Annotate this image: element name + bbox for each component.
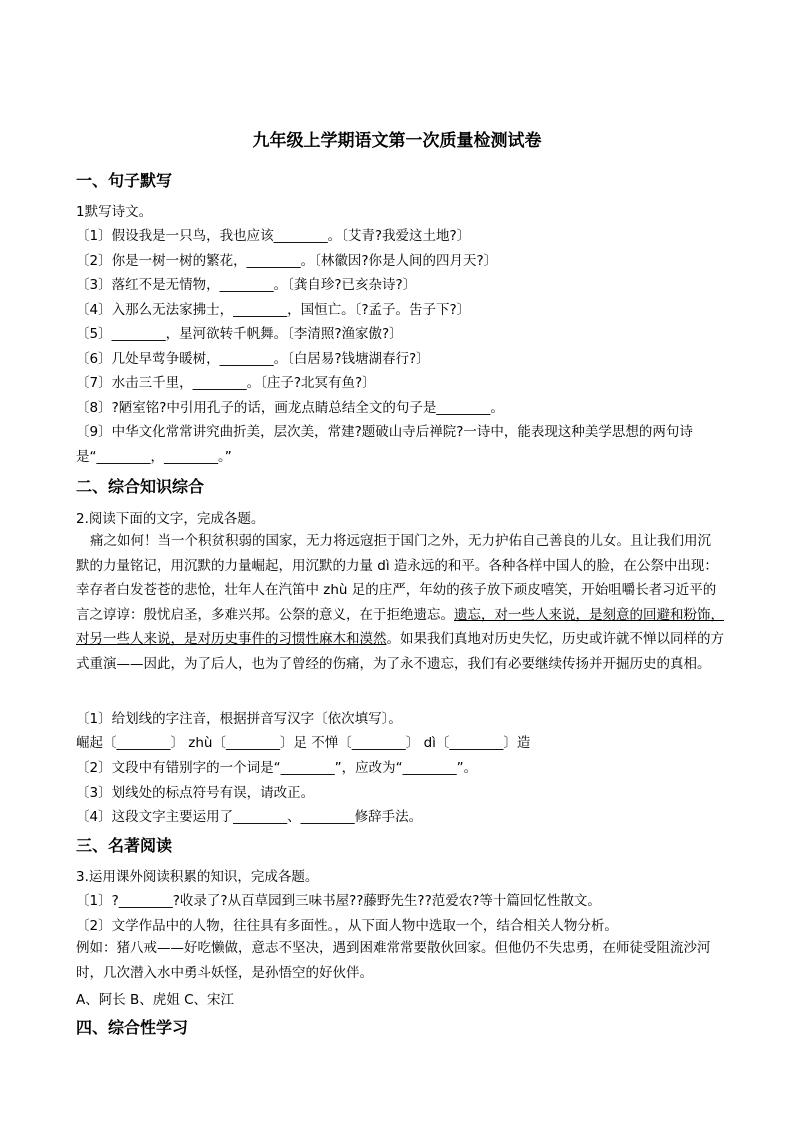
question-2-item: 〔1〕给划线的字注音，根据拼音写汉字〔依次填写〕。 xyxy=(76,711,402,727)
question-1-item: 〔8〕?陋室铭?中引用孔子的话，画龙点睛总结全文的句子是________。 xyxy=(76,400,504,416)
question-3-options: A、阿长 B、虎姐 C、宋江 xyxy=(76,992,235,1008)
question-3-example: 例如：猪八戒——好吃懒做，意志不坚决，遇到困难常常要散伙回家。但他仍不失忠勇，在师徒受阻流沙河时，几次潜入水中勇斗妖怪，是孙悟空的好伙伴。 xyxy=(76,940,711,981)
section-heading-1: 一、句子默写 xyxy=(76,171,173,190)
question-1-item: 〔2〕你是一树一树的繁花，________。〔林徽因?你是人间的四月天?〕 xyxy=(76,253,498,269)
question-1-item: 是“________，________。” xyxy=(76,449,232,465)
question-2-item: 崛起〔________〕 zhù〔________〕足 不惮〔________〕 dì〔________〕造 xyxy=(76,735,531,751)
question-2-item: 〔2〕文段中有错别字的一个词是“________”，应改为“________”。 xyxy=(76,760,478,776)
passage-text-b: 。如果我们真地对历史失忆，历史或许就不惮以同样的方式重演——因此，为了后人，也为了曾经的伤痛，为了永不遗忘，我们有必要继续传扬并开掘历史的真相。 xyxy=(76,631,724,672)
section-heading-4: 四、综合性学习 xyxy=(76,1018,189,1037)
page-title: 九年级上学期语文第一次质量检测试卷 xyxy=(252,131,542,151)
question-2-item: 〔4〕这段文字主要运用了________、________修辞手法。 xyxy=(76,809,423,825)
question-1-item: 〔1〕假设我是一只鸟，我也应该________。〔艾青?我爱这土地?〕 xyxy=(76,228,471,244)
question-1-item: 〔7〕水击三千里，________。〔庄子?北冥有鱼?〕 xyxy=(76,375,376,391)
question-1-item: 〔3〕落红不是无情物，________。〔龚自珍?已亥杂诗?〕 xyxy=(76,277,417,293)
section-heading-2: 二、综合知识综合 xyxy=(76,477,205,496)
question-3-item: 〔2〕文学作品中的人物，往往具有多面性。，从下面人物中选取一个，结合相关人物分析。 xyxy=(76,918,618,934)
question-3-label: 3.运用课外阅读积累的知识，完成各题。 xyxy=(76,869,319,885)
question-2-label: 2.阅读下面的文字，完成各题。 xyxy=(76,511,265,527)
question-3-item: 〔1〕?________?收录了?从百草园到三味书屋??藤野先生??范爱农?等十篇回忆性散文。 xyxy=(76,893,601,909)
question-1-item: 〔4〕入那么无法家拂士，________，国恒亡。〔?孟子。吿子下?〕 xyxy=(76,302,471,318)
question-1-item: 〔9〕中华文化常常讲究曲折美，层次美，常建?题破山寺后禅院?一诗中，能表现这种美学思想的两句诗 xyxy=(76,424,693,440)
passage-underlined-text: 遗忘，对一些人来说，是刻意的回避和粉饰，对另一些人来说，是对历史事件的习惯性麻木和漠然 xyxy=(76,606,724,647)
question-1-item: 〔5〕________，星河欲转千帆舞。〔李清照?渔家傲?〕 xyxy=(76,326,403,342)
question-1-item: 〔6〕几处早莺争暖树，________。〔白居易?钱塘湖春行?〕 xyxy=(76,351,430,367)
question-2-item: 〔3〕划线处的标点符号有误，请改正。 xyxy=(76,785,315,801)
question-1-label: 1默写诗文。 xyxy=(76,204,153,220)
section-heading-3: 三、名著阅读 xyxy=(76,836,173,855)
passage-text-a: 痛之如何！当一个积贫积弱的国家，无力将远寇拒于国门之外，无力护佑自己善良的儿女。且让我们用沉默的力量铭记，用沉默的力量崛起，用沉默的力量 dì 造永远的和平。各种各样中国人的脸，在公祭中出现：幸存者白发苍苍的悲怆，壮年人在汽笛中 zhù 足的庄严，年幼的孩子放下顽皮嘻笑，开始咀嚼长者习近平的言之谆谆：殷忧启圣，多难兴邦。公祭的意义，在于拒绝遗忘。 xyxy=(76,533,718,623)
reading-passage xyxy=(76,529,724,676)
